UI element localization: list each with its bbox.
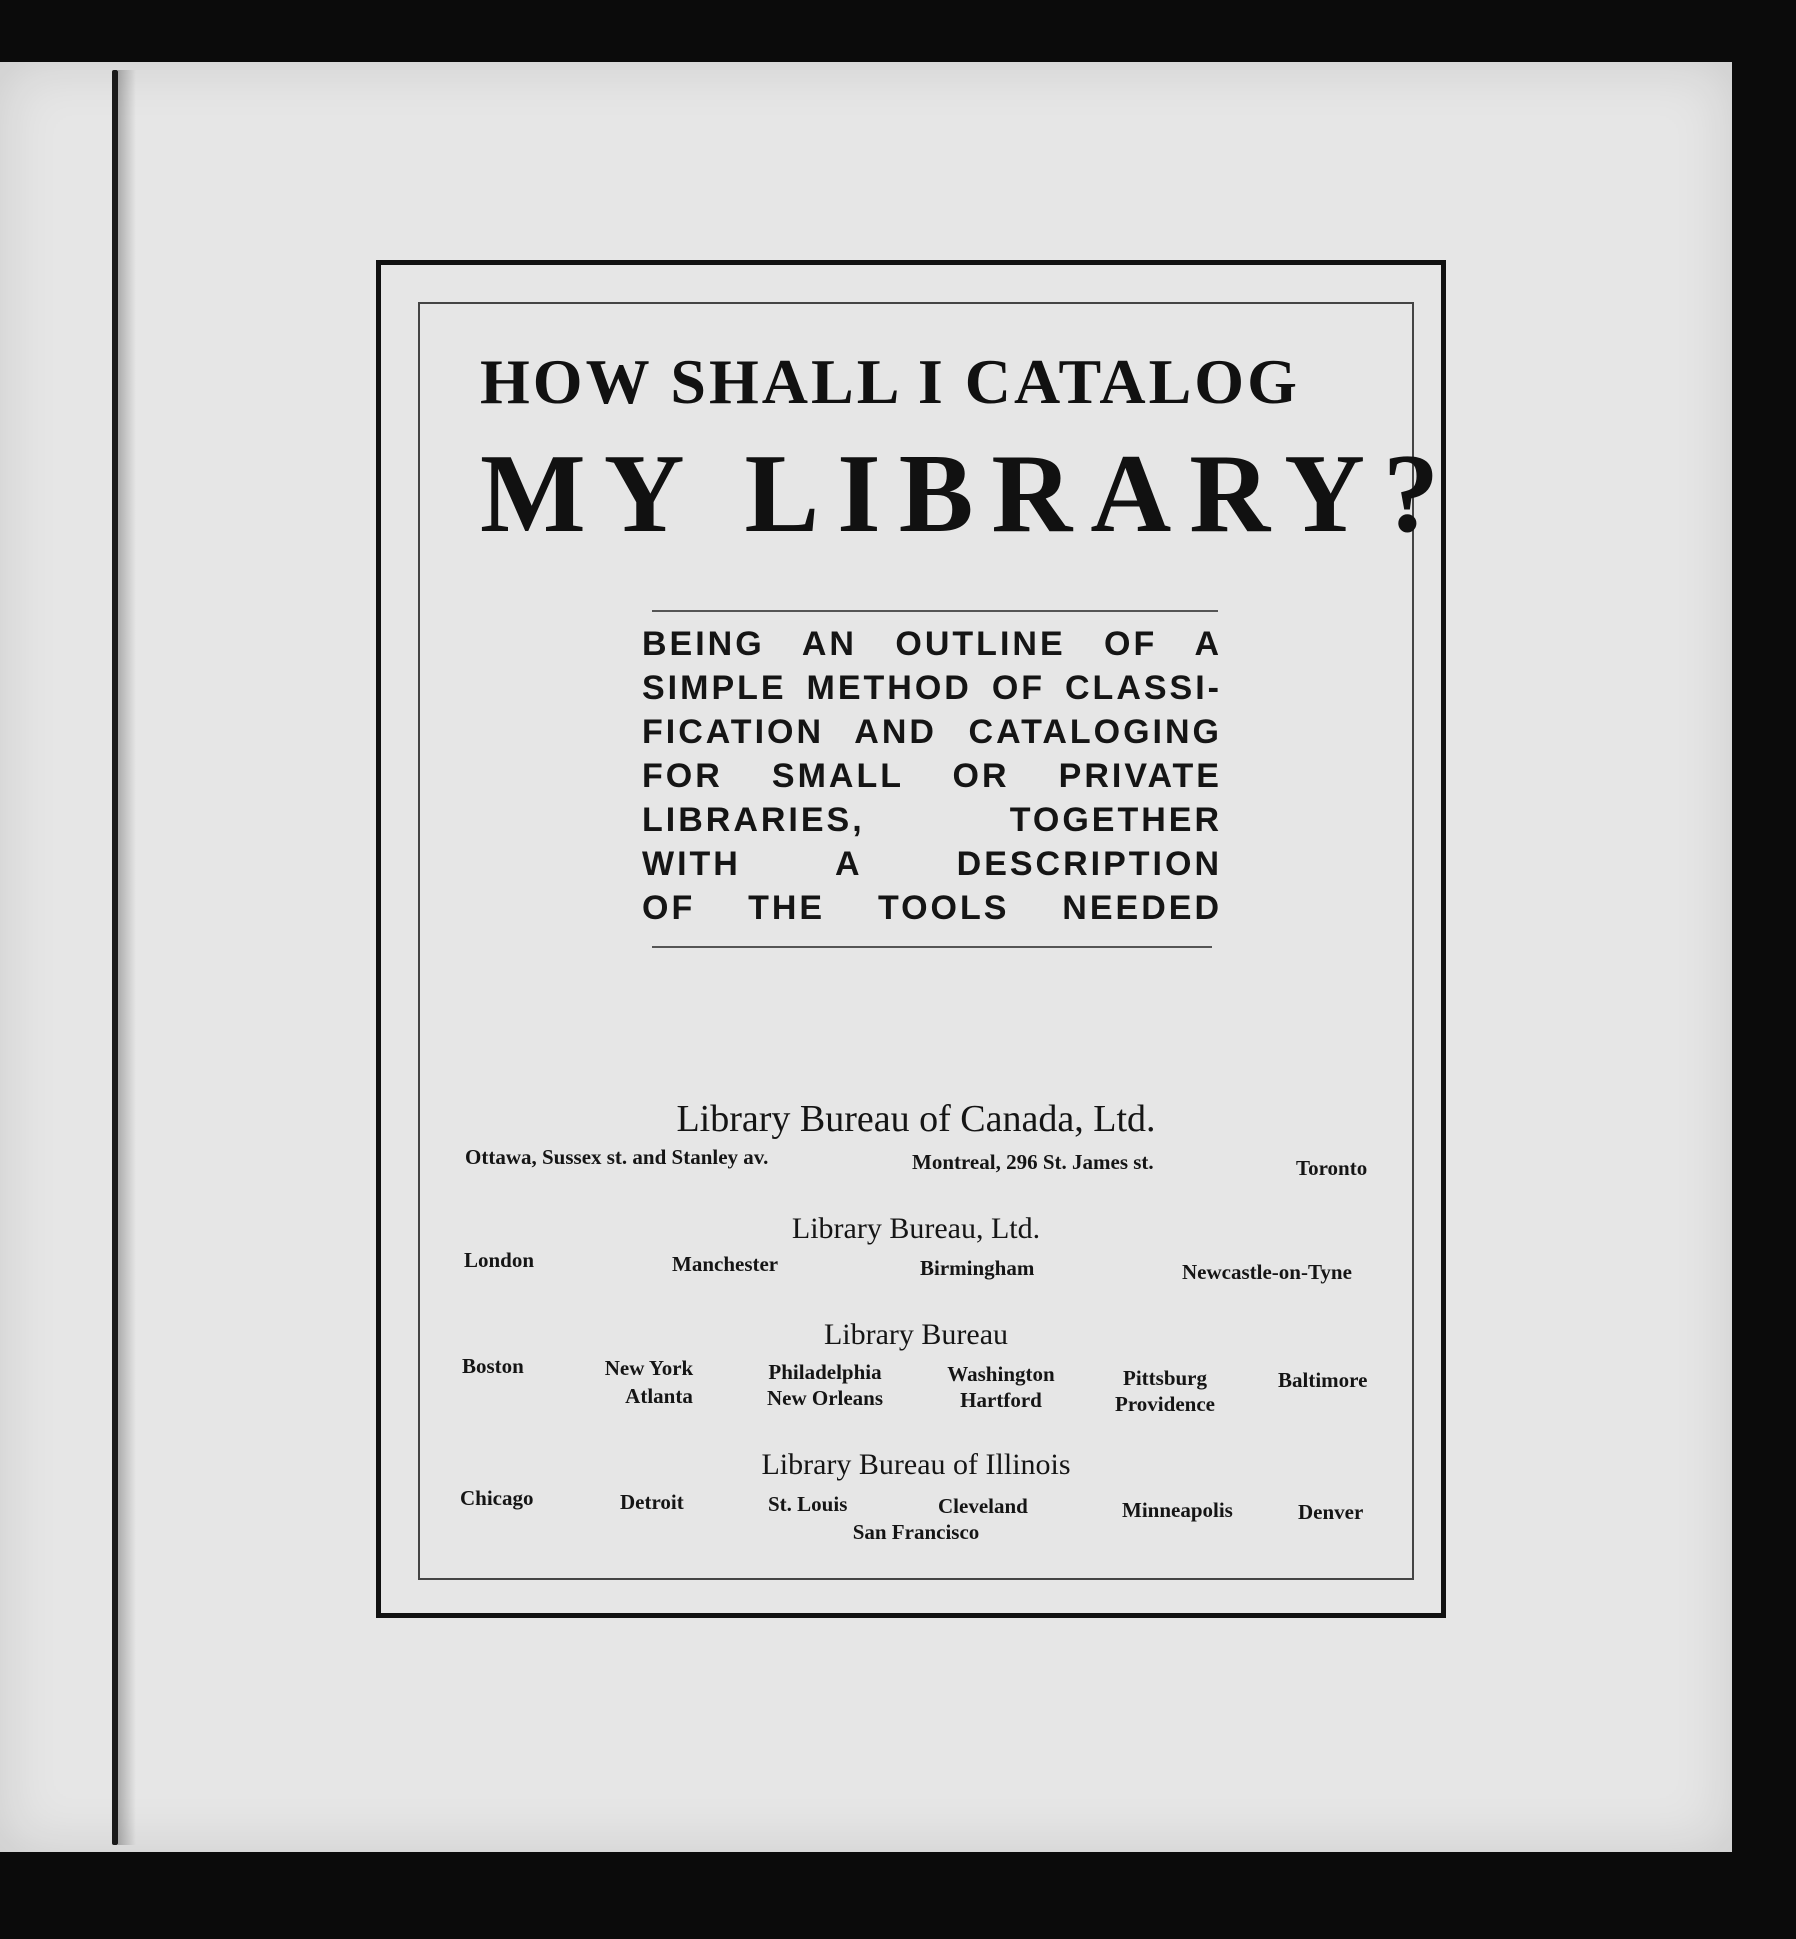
city-ottawa: Ottawa, Sussex st. and Stanley av.	[465, 1145, 769, 1169]
city-washington: Washington	[947, 1362, 1055, 1386]
subtitle-line: LIBRARIES, TOGETHER	[642, 801, 1222, 839]
company-us: Library Bureau	[823, 1318, 1009, 1351]
city-providence: Providence	[1115, 1392, 1215, 1416]
company-uk: Library Bureau, Ltd.	[791, 1212, 1041, 1245]
subtitle-block	[642, 622, 1222, 930]
city-birmingham: Birmingham	[920, 1256, 1035, 1280]
city-toronto: Toronto	[1296, 1156, 1368, 1180]
divider-rule-top	[652, 610, 1218, 612]
city-chicago: Chicago	[460, 1486, 534, 1510]
city-san-francisco: San Francisco	[852, 1520, 980, 1544]
city-hartford: Hartford	[960, 1388, 1042, 1412]
city-baltimore: Baltimore	[1278, 1368, 1368, 1392]
subtitle-line: FICATION AND CATALOGING	[642, 713, 1222, 751]
city-new-york: New York	[604, 1356, 694, 1380]
divider-rule-bottom	[652, 946, 1212, 948]
city-manchester: Manchester	[672, 1252, 779, 1276]
city-pittsburg: Pittsburg	[1123, 1366, 1207, 1390]
city-new-orleans: New Orleans	[766, 1386, 884, 1410]
company-canada: Library Bureau of Canada, Ltd.	[676, 1098, 1156, 1140]
city-atlanta: Atlanta	[625, 1384, 693, 1408]
city-denver: Denver	[1298, 1500, 1364, 1524]
city-philadelphia: Philadelphia	[768, 1360, 882, 1384]
city-detroit: Detroit	[620, 1490, 684, 1514]
city-newcastle: Newcastle-on-Tyne	[1182, 1260, 1352, 1284]
city-boston: Boston	[462, 1354, 524, 1378]
page-gutter-line	[112, 70, 118, 1845]
scan-edge-right	[1732, 0, 1796, 1939]
city-minneapolis: Minneapolis	[1122, 1498, 1233, 1522]
city-cleveland: Cleveland	[938, 1494, 1028, 1518]
city-st-louis: St. Louis	[768, 1492, 848, 1516]
subtitle-line: BEING AN OUTLINE OF A	[642, 625, 1222, 663]
subtitle-line: SIMPLE METHOD OF CLASSI-	[642, 669, 1222, 707]
subtitle-line: FOR SMALL OR PRIVATE	[642, 757, 1222, 795]
subtitle-line: WITH A DESCRIPTION	[642, 845, 1222, 883]
city-montreal: Montreal, 296 St. James st.	[912, 1150, 1154, 1174]
city-london: London	[464, 1248, 535, 1272]
gutter-shadow	[118, 70, 136, 1845]
company-illinois: Library Bureau of Illinois	[761, 1448, 1071, 1481]
title-line-1: HOW SHALL I CATALOG	[480, 346, 1300, 417]
subtitle-line: OF THE TOOLS NEEDED	[642, 889, 1222, 927]
title-line-2: MY LIBRARY?	[480, 432, 1458, 556]
